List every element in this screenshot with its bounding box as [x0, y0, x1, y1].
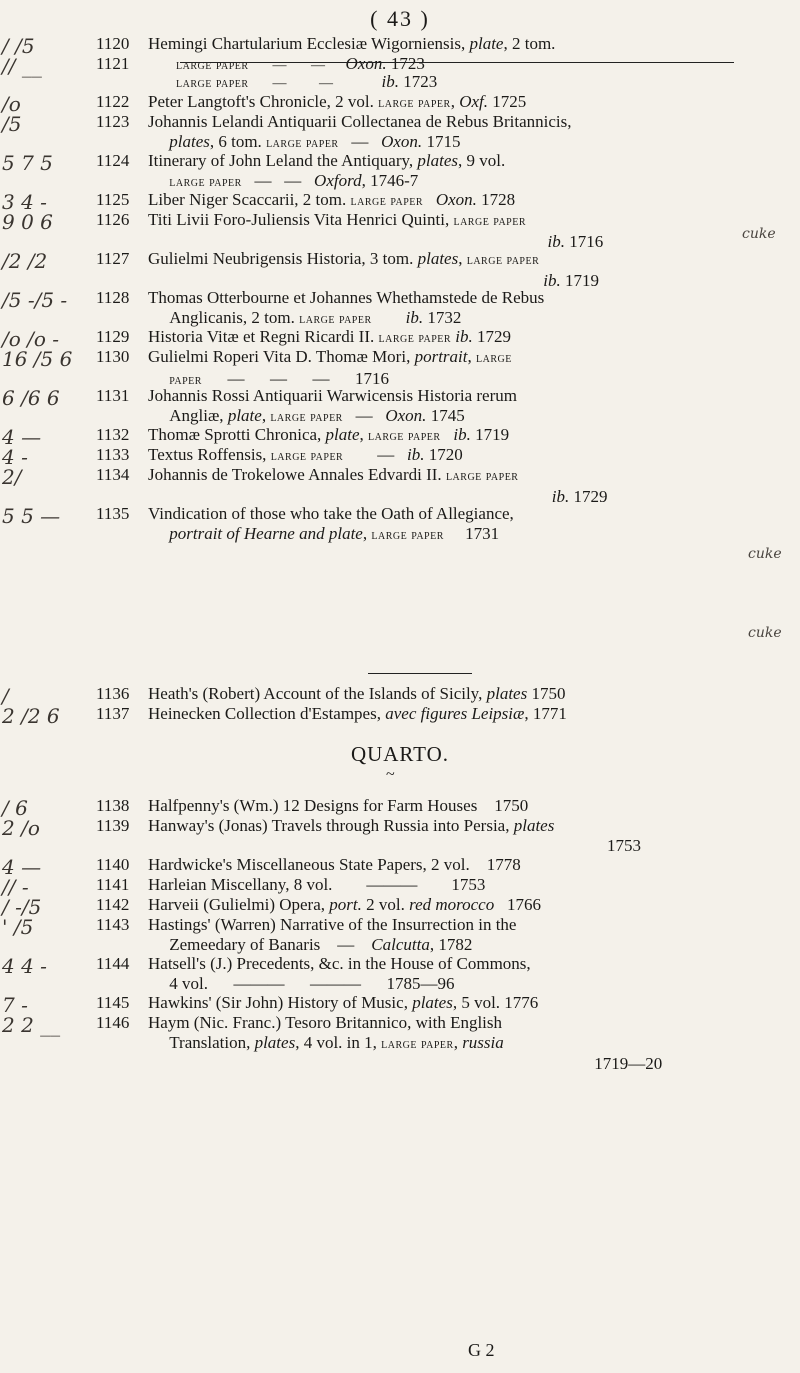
entry-description: Hawkins' (Sir John) History of Music, plates, 5 vol. 1776 — [148, 993, 539, 1012]
handwritten-price: /5 — [2, 112, 22, 136]
entry-description: Hatsell's (J.) Precedents, &c. in the House of Commons, 4 vol. ——— ——— 1785—96 — [148, 954, 531, 993]
handwritten-price: // __ — [2, 54, 42, 78]
section-rule — [368, 673, 472, 674]
handwritten-price: 4 — — [2, 855, 42, 879]
handwritten-price: 3 4 - — [2, 190, 47, 214]
heading-ornament: ~ — [386, 766, 395, 783]
handwritten-price: 4 — — [2, 425, 42, 449]
handwritten-price: 6 /6 6 — [2, 386, 60, 410]
entry-description: Halfpenny's (Wm.) 12 Designs for Farm Houses 1750 — [148, 796, 529, 815]
section-heading: QUARTO. — [350, 742, 450, 766]
handwritten-price: 9 0 6 — [2, 210, 53, 234]
entry-description: Historia Vitæ et Regni Ricardi II. large paper ib. 1729 — [148, 327, 512, 346]
entry-description: Johannis Rossi Antiquarii Warwicensis Historia rerum Angliæ, plate, large paper — Oxon. 1745 — [148, 386, 517, 425]
lot-number: 1134 — [96, 465, 130, 484]
entry-description: Textus Roffensis, large paper — ib. 1720 — [148, 445, 463, 464]
entry-description: Itinerary of John Leland the Antiquary, plates, 9 vol. large paper — — Oxford, 1746-7 — [148, 151, 506, 190]
lot-number: 1121 — [96, 54, 130, 73]
margin-note: cuke — [748, 625, 782, 641]
lot-number: 1135 — [96, 504, 130, 523]
entry-description: Vindication of those who take the Oath of Allegiance, portrait of Hearne and plate, large paper 1731 — [148, 504, 514, 543]
entry-description: Peter Langtoft's Chronicle, 2 vol. large paper, Oxf. 1725 — [148, 92, 527, 111]
entry-description: Johannis Lelandi Antiquarii Collectanea de Rebus Britannicis, plates, 6 tom. large paper — Oxon. 1715 — [148, 112, 572, 151]
entry-description: Hardwicke's Miscellaneous State Papers, 2 vol. 1778 — [148, 855, 521, 874]
lot-number: 1143 — [96, 915, 130, 934]
lot-number: 1124 — [96, 151, 130, 170]
lot-number: 1127 — [96, 249, 130, 268]
entry-description: Haym (Nic. Franc.) Tesoro Britannico, with English Translation, plates, 4 vol. in 1, large paper, russia 1719—20 — [148, 1013, 663, 1073]
lot-number: 1122 — [96, 92, 130, 111]
entry-description: Hanway's (Jonas) Travels through Russia into Persia, plates 1753 — [148, 816, 641, 855]
lot-number: 1132 — [96, 425, 130, 444]
signature-mark: G 2 — [468, 1340, 495, 1360]
lot-number: 1129 — [96, 327, 130, 346]
entry-description: Heath's (Robert) Account of the Islands of Sicily, plates 1750 — [148, 684, 566, 703]
lot-number: 1136 — [96, 684, 130, 703]
handwritten-price: /2 /2 — [2, 249, 48, 273]
entry-description: Harleian Miscellany, 8 vol. ——— 1753 — [148, 875, 486, 894]
handwritten-price: 2 /2 6 — [2, 704, 60, 728]
entry-description: Hemingi Chartularium Ecclesiæ Wigorniensis, plate, 2 tom. large paper — — Oxon. 1723 — [148, 34, 556, 73]
entry-description: Thomæ Sprotti Chronica, plate, large paper ib. 1719 — [148, 425, 510, 444]
entry-description: Titi Livii Foro-Juliensis Vita Henrici Quinti, large paper ib. 1716 — [148, 210, 604, 251]
entry-description: Harveii (Gulielmi) Opera, port. 2 vol. red morocco 1766 — [148, 895, 541, 914]
handwritten-price: /o — [2, 92, 21, 116]
lot-number: 1141 — [96, 875, 130, 894]
entry-description: Hastings' (Warren) Narrative of the Insurrection in the Zemeedary of Banaris — Calcutta, 1782 — [148, 915, 517, 954]
lot-number: 1126 — [96, 210, 130, 229]
lot-number: 1125 — [96, 190, 130, 209]
lot-number: 1146 — [96, 1013, 130, 1032]
handwritten-price: 5 7 5 — [2, 151, 53, 175]
top-rule — [180, 62, 734, 63]
entry-description: large paper — — ib. 1723 — [148, 72, 438, 91]
handwritten-price: 2 /o — [2, 816, 40, 840]
handwritten-price: 5 5 — — [2, 504, 61, 528]
entry-description: Liber Niger Scaccarii, 2 tom. large paper Oxon. 1728 — [148, 190, 516, 209]
handwritten-price: / 6 — [2, 796, 28, 820]
margin-note: cuke — [748, 546, 782, 562]
handwritten-price: ' /5 — [2, 915, 34, 939]
entry-description: Johannis de Trokelowe Annales Edvardi II. large paper ib. 1729 — [148, 465, 608, 506]
lot-number: 1145 — [96, 993, 130, 1012]
lot-number: 1140 — [96, 855, 130, 874]
handwritten-price: // - — [2, 875, 29, 899]
handwritten-price: / — [2, 684, 9, 708]
entry-description: Thomas Otterbourne et Johannes Whethamstede de Rebus Anglicanis, 2 tom. large paper ib. 1732 — [148, 288, 545, 327]
handwritten-price: 4 - — [2, 445, 28, 469]
entry-description: Gulielmi Neubrigensis Historia, 3 tom. plates, large paper ib. 1719 — [148, 249, 599, 290]
lot-number: 1137 — [96, 704, 130, 723]
lot-number: 1138 — [96, 796, 130, 815]
handwritten-price: 7 - — [2, 993, 28, 1017]
handwritten-price: 2 2 __ — [2, 1013, 61, 1037]
lot-number: 1120 — [96, 34, 130, 53]
page-number: ( 43 ) — [370, 6, 430, 31]
handwritten-price: /o /o - — [2, 327, 60, 351]
lot-number: 1144 — [96, 954, 130, 973]
handwritten-price: / -/5 — [2, 895, 42, 919]
entry-description: Gulielmi Roperi Vita D. Thomæ Mori, portrait, large paper — — — 1716 — [148, 347, 512, 388]
margin-note: cuke — [742, 226, 776, 242]
lot-number: 1139 — [96, 816, 130, 835]
entry-description: Heinecken Collection d'Estampes, avec figures Leipsiæ, 1771 — [148, 704, 567, 723]
lot-number: 1128 — [96, 288, 130, 307]
lot-number: 1142 — [96, 895, 130, 914]
lot-number: 1133 — [96, 445, 130, 464]
handwritten-price: 2/ — [2, 465, 22, 489]
handwritten-price: /5 -/5 - — [2, 288, 68, 312]
lot-number: 1131 — [96, 386, 130, 405]
handwritten-price: / /5 — [2, 34, 35, 58]
handwritten-price: 16 /5 6 — [2, 347, 73, 371]
handwritten-price: 4 4 - — [2, 954, 47, 978]
lot-number: 1130 — [96, 347, 130, 366]
lot-number: 1123 — [96, 112, 130, 131]
